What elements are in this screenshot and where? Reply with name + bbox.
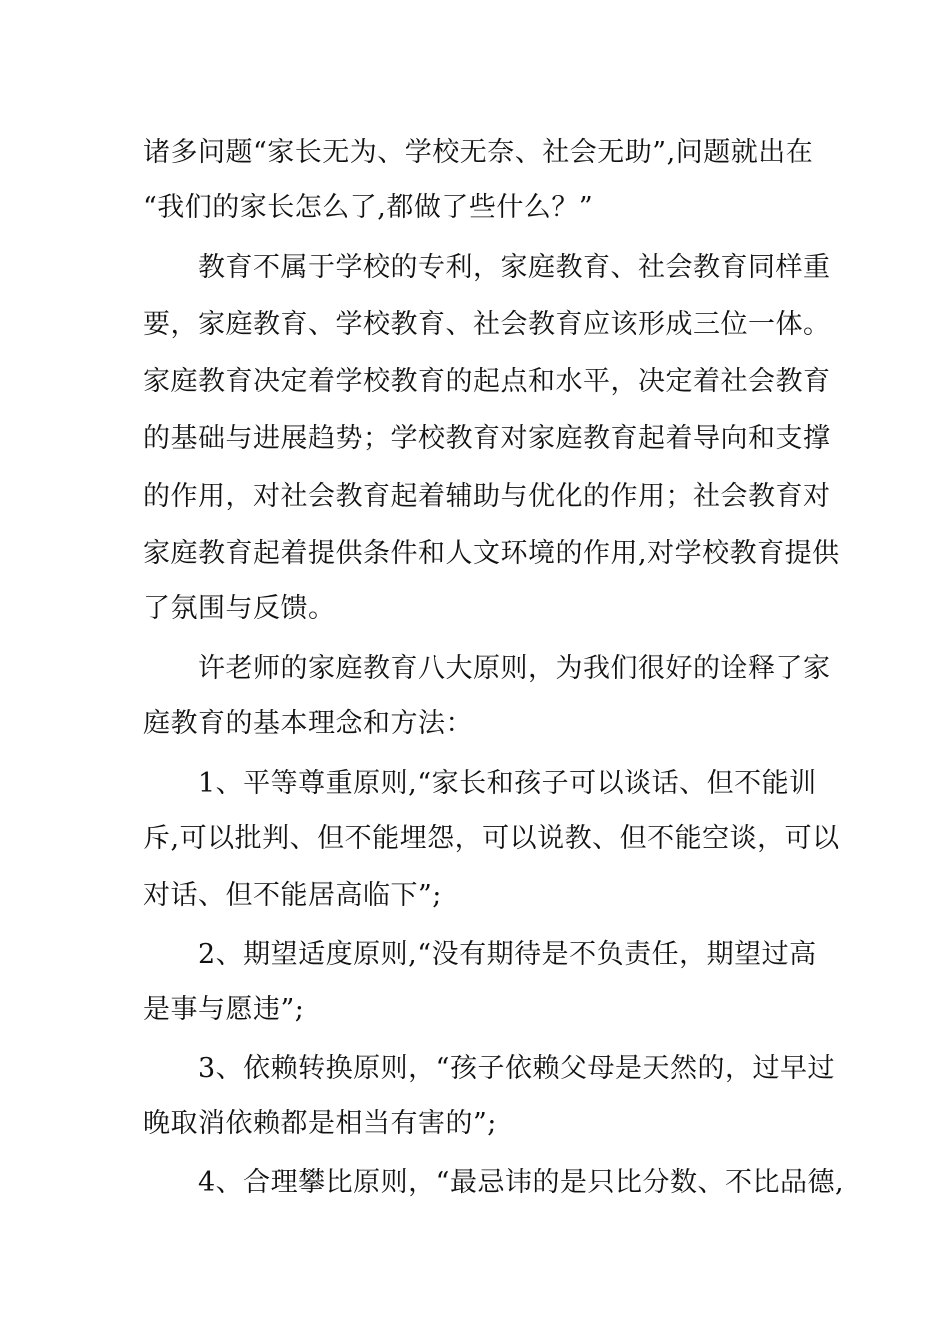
text-line: 的作用，对社会教育起着辅助与优化的作用；社会教育对 xyxy=(143,481,831,512)
paragraph-start-line: 许老师的家庭教育八大原则，为我们很好的诠释了家 xyxy=(198,653,831,684)
text-line: 庭教育的基本理念和方法： xyxy=(143,708,473,739)
text-line: 斥,可以批判、但不能埋怨，可以说教、但不能空谈，可以 xyxy=(143,823,840,854)
paragraph-start-line: 教育不属于学校的专利，家庭教育、社会教育同样重 xyxy=(198,252,831,283)
list-item-line: 4、合理攀比原则，“最忌讳的是只比分数、不比品德, xyxy=(198,1167,845,1198)
text-line: 的基础与进展趋势；学校教育对家庭教育起着导向和支撑 xyxy=(143,423,831,454)
text-line: 家庭教育起着提供条件和人文环境的作用,对学校教育提供 xyxy=(143,538,840,569)
list-item-line: 1、平等尊重原则,“家长和孩子可以谈话、但不能训 xyxy=(198,768,817,799)
text-line: 要，家庭教育、学校教育、社会教育应该形成三位一体。 xyxy=(143,309,831,340)
text-line: 是事与愿违”; xyxy=(143,994,305,1025)
text-line: 家庭教育决定着学校教育的起点和水平，决定着社会教育 xyxy=(143,366,831,397)
list-item-line: 3、依赖转换原则，“孩子依赖父母是天然的，过早过 xyxy=(198,1053,835,1084)
text-line: 了氛围与反馈。 xyxy=(143,593,336,624)
text-line: 晚取消依赖都是相当有害的”; xyxy=(143,1108,497,1139)
text-line: “我们的家长怎么了,都做了些什么？” xyxy=(143,192,594,223)
list-item-line: 2、期望适度原则,“没有期待是不负责任，期望过高 xyxy=(198,939,817,970)
text-line: 诸多问题“家长无为、学校无奈、社会无助”,问题就出在 xyxy=(143,137,814,168)
text-line: 对话、但不能居高临下”; xyxy=(143,880,442,911)
